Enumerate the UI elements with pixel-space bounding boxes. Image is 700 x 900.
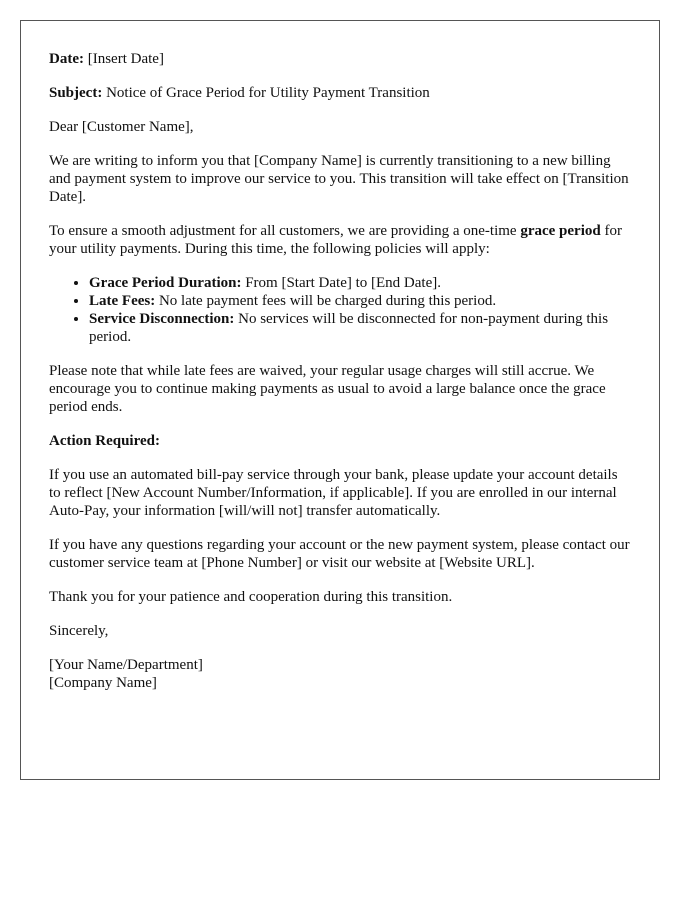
date-value: [Insert Date] xyxy=(83,51,164,67)
policy-label: Late Fees: xyxy=(89,293,156,309)
subject-value: Notice of Grace Period for Utility Payment Transition xyxy=(102,85,430,101)
policy-list xyxy=(49,274,631,346)
usage-note-paragraph: Please note that while late fees are waived, your regular usage charges will still accrue. We encourage you to continue making payments as usual to avoid a large balance once the grace period ends. xyxy=(49,363,606,415)
greeting: Dear [Customer Name], xyxy=(49,119,194,135)
action-paragraph: If you use an automated bill-pay service through your bank, please update your account details to reflect [New Account Number/Information, if applicable]. If you are enrolled in our internal Auto-Pay, your information [will/will not] transfer automatically. xyxy=(49,467,618,519)
policy-item xyxy=(89,292,631,310)
signature-company: [Company Name] xyxy=(49,675,157,691)
policy-label: Service Disconnection: xyxy=(89,311,235,327)
policy-text: From [Start Date] to [End Date]. xyxy=(241,275,441,291)
date-line xyxy=(49,50,631,68)
date-label: Date: xyxy=(49,51,84,67)
grace-intro-paragraph xyxy=(49,222,631,258)
grace-intro-before: To ensure a smooth adjustment for all customers, we are providing a one-time xyxy=(49,223,521,239)
policy-label: Grace Period Duration: xyxy=(89,275,242,291)
action-heading-text: Action Required: xyxy=(49,433,160,449)
contact-paragraph: If you have any questions regarding your account or the new payment system, please contact our customer service team at [Phone Number] or visit our website at [Website URL]. xyxy=(49,537,630,571)
letter-document xyxy=(20,20,660,780)
subject-label: Subject: xyxy=(49,85,103,101)
grace-intro-bold: grace period xyxy=(520,223,601,239)
thanks-paragraph: Thank you for your patience and cooperation during this transition. xyxy=(49,589,453,605)
subject-line xyxy=(49,84,631,102)
intro-paragraph: We are writing to inform you that [Company Name] is currently transitioning to a new billing and payment system to improve our service to you. This transition will take effect on [Transition Date]. xyxy=(49,153,629,205)
policy-item xyxy=(89,310,631,346)
sign-off: Sincerely, xyxy=(49,623,109,639)
signature-block xyxy=(49,656,631,692)
policy-item xyxy=(89,274,631,292)
grace-intro-after: for your utility payments. During this time, the following policies will apply: xyxy=(49,223,622,257)
action-heading xyxy=(49,432,631,450)
signature-name: [Your Name/Department] xyxy=(49,657,203,673)
policy-text: No services will be disconnected for non-payment during this period. xyxy=(89,311,609,345)
policy-text: No late payment fees will be charged during this period. xyxy=(155,293,497,309)
